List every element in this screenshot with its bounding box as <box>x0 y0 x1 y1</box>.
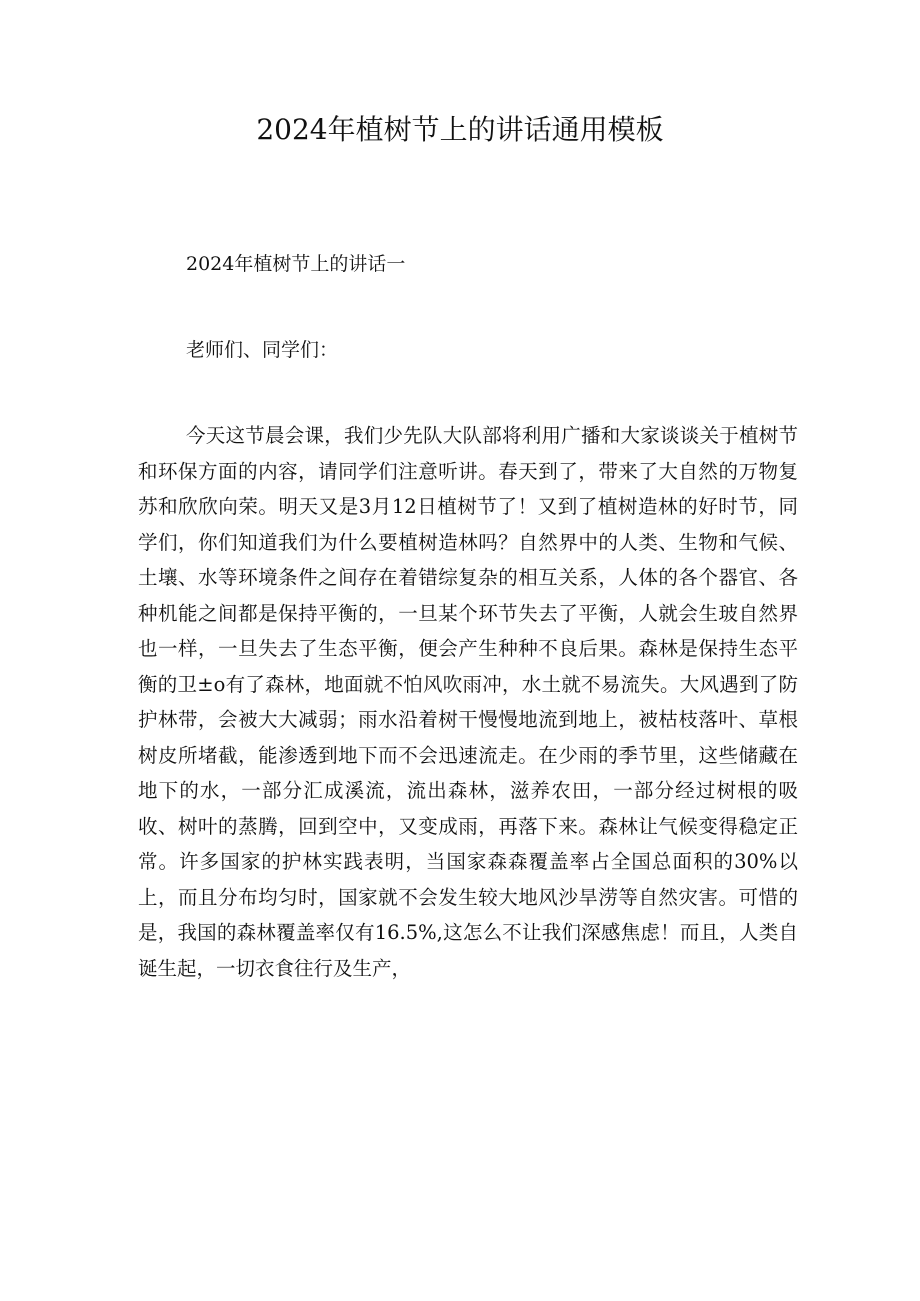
document-title: 2024年植树节上的讲话通用模板 <box>256 113 664 146</box>
body-paragraph: 今天这节晨会课，我们少先队大队部将利用广播和大家谈谈关于植树节和环保方面的内容，请同学们注意听讲。春天到了，带来了大自然的万物复苏和欣欣向荣。明天又是3月12日植树节了！又到了植树造林的好时节，同学们，你们知道我们为什么要植树造林吗？自然界中的人类、生物和气候、土壤、水等环境条件之间存在着错综复杂的相互关系，人体的各个器官、各种机能之间都是保持平衡的，一旦某个环节失去了平衡，人就会生玻自然界也一样，一旦失去了生态平衡，便会产生种种不良后果。森林是保持生态平衡的卫±o有了森林，地面就不怕风吹雨冲，水土就不易流失。大风遇到了防护林带，会被大大减弱；雨水沿着树干慢慢地流到地上，被枯枝落叶、草根树皮所堵截，能渗透到地下而不会迅速流走。在少雨的季节里，这些储藏在地下的水，一部分汇成溪流，流出森林，滋养农田，一部分经过树根的吸收、树叶的蒸腾，回到空中，又变成雨，再落下来。森林让气候变得稳定正常。许多国家的护林实践表明，当国家森森覆盖率占全国总面积的30%以上，而且分布均匀时，国家就不会发生较大地风沙旱涝等自然灾害。可惜的是，我国的森林覆盖率仅有16.5%,这怎么不让我们深感焦虑！而且，人类自诞生起，一切衣食往行及生产， <box>138 424 798 980</box>
salutation: 老师们、同学们： <box>186 339 339 361</box>
document-subtitle: 2024年植树节上的讲话一 <box>186 253 406 275</box>
